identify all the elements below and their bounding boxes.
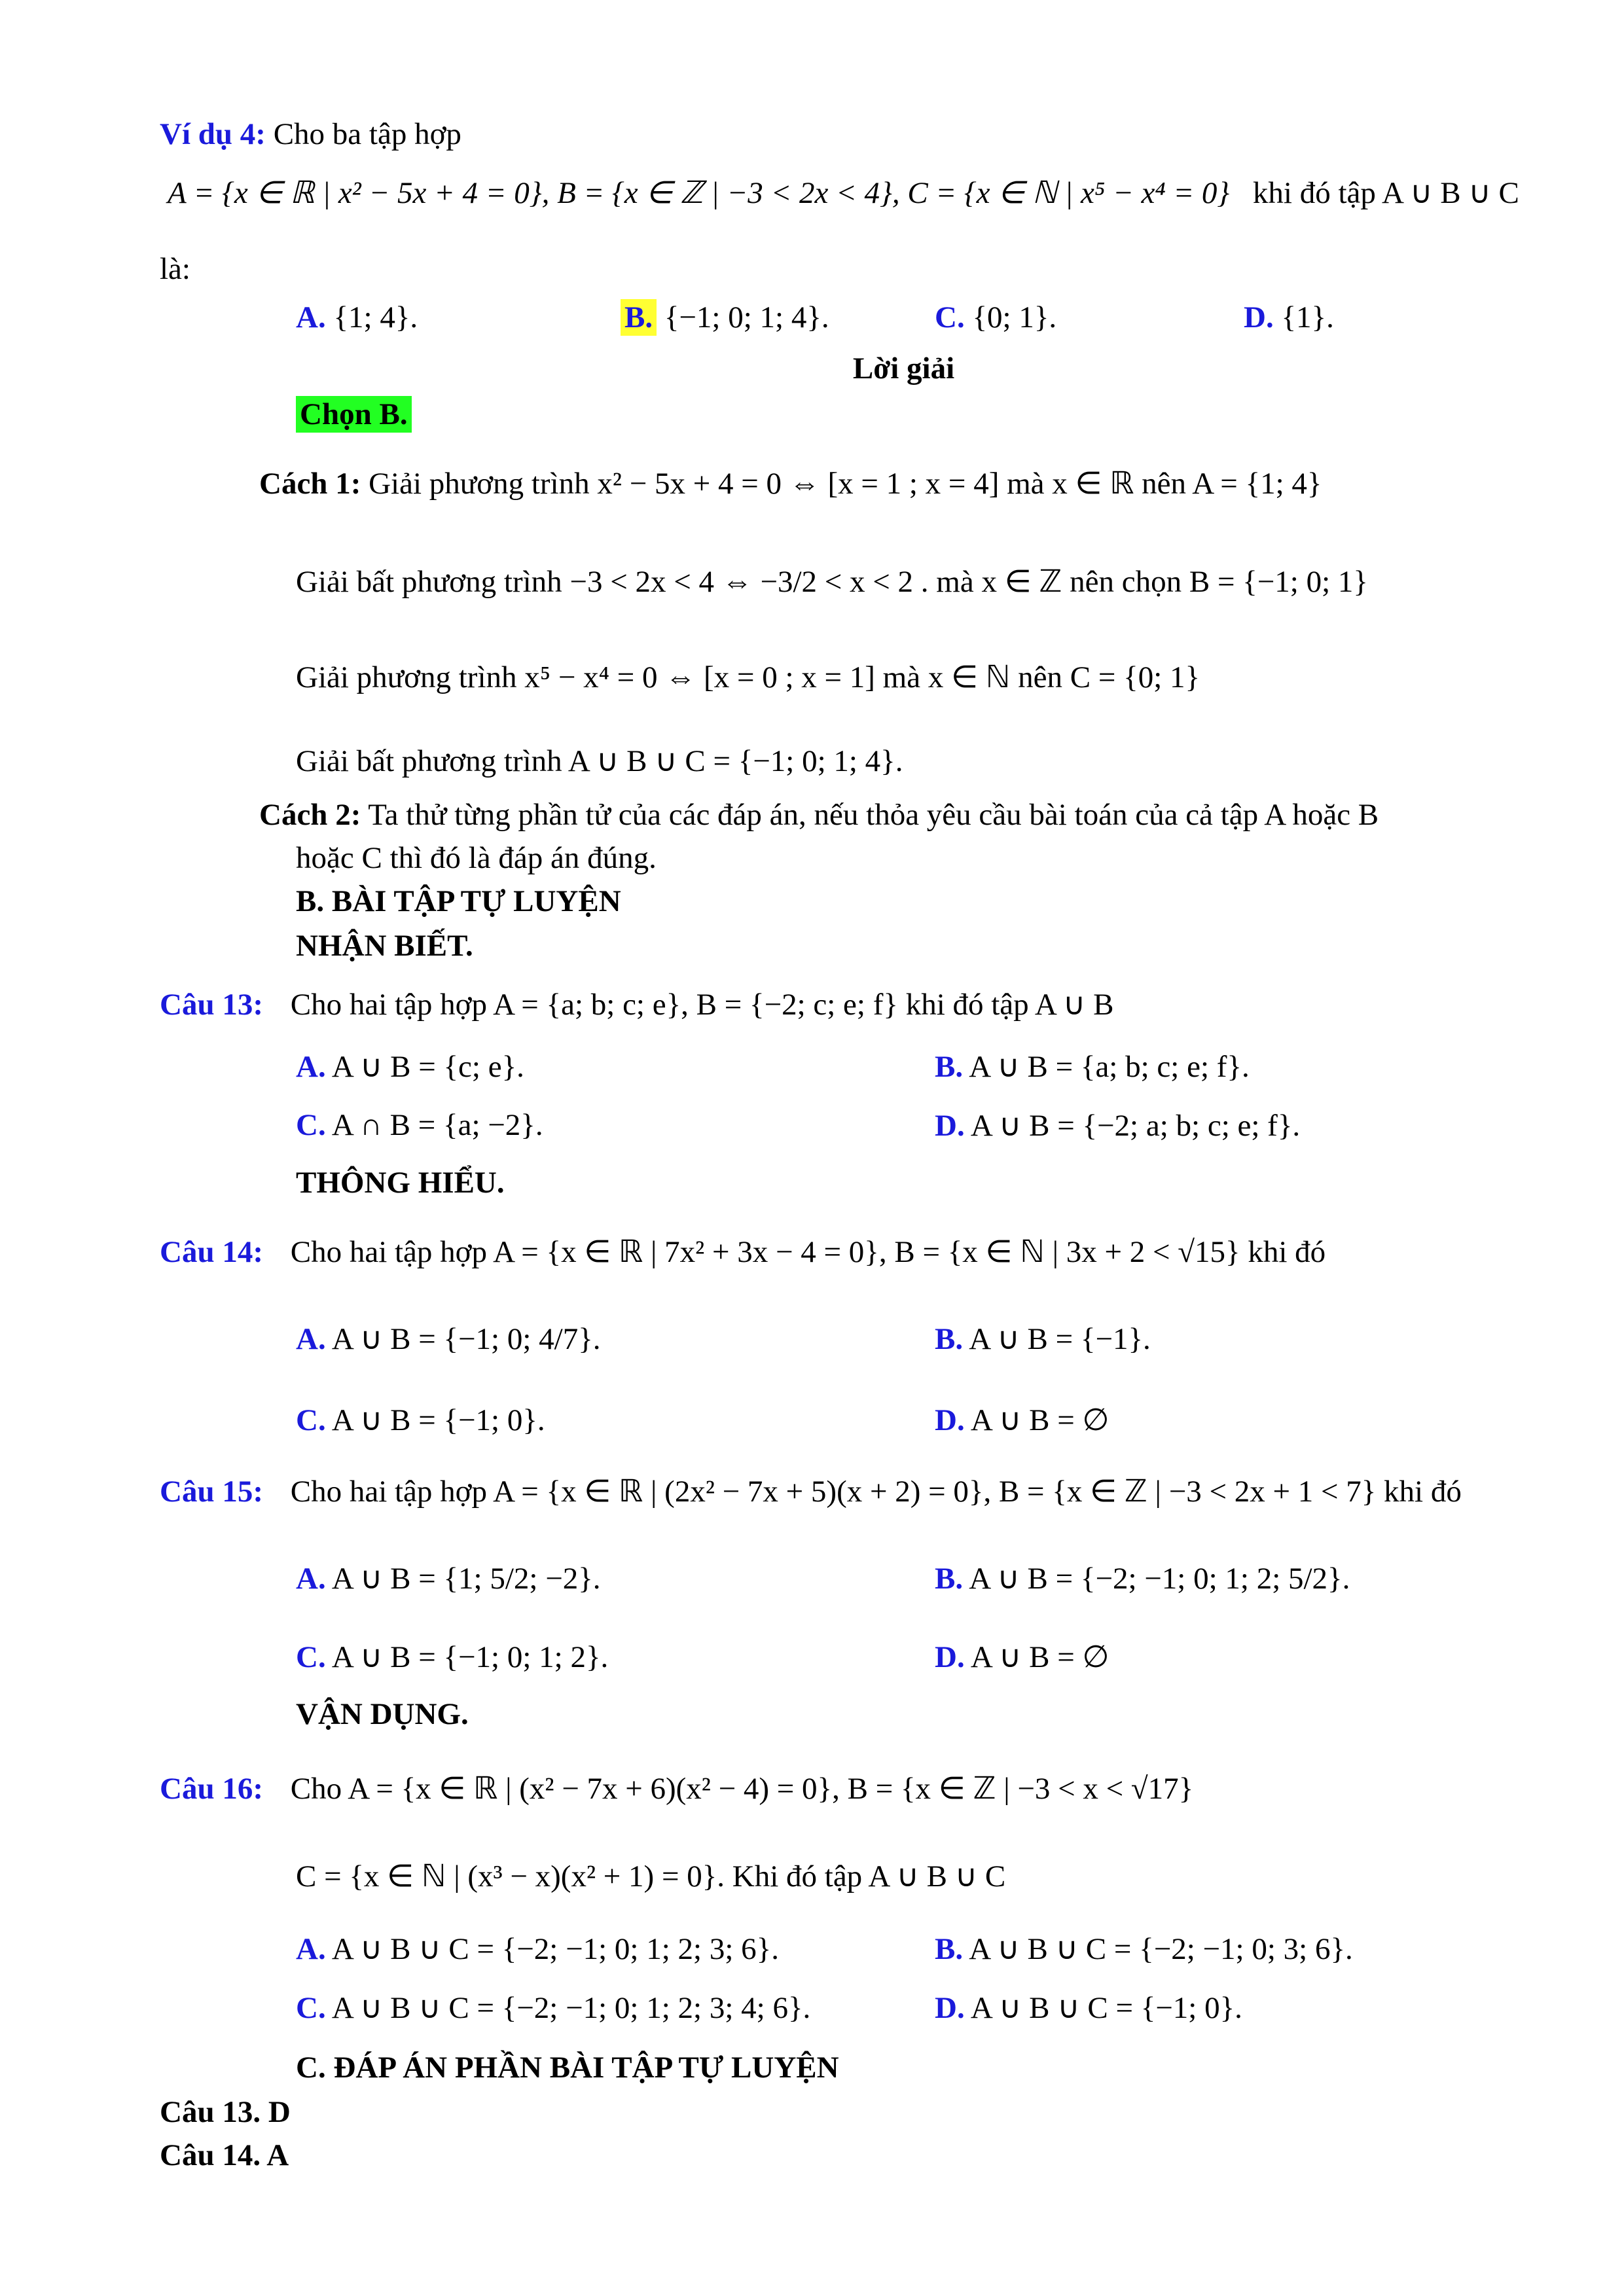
q16-option-c: C. A ∪ B ∪ C = {−2; −1; 0; 1; 2; 3; 4; 6}. <box>296 1991 811 2025</box>
ex4-option-b: B. {−1; 0; 1; 4}. <box>621 300 829 335</box>
q15-option-d: D. A ∪ B = ∅ <box>935 1640 1110 1674</box>
example-intro: Cho ba tập hợp <box>273 117 461 151</box>
q13-option-d: D. A ∪ B = {−2; a; b; c; e; f}. <box>935 1109 1301 1143</box>
method-1: Cách 1: Giải phương trình x² − 5x + 4 = 0 ⇔ [x = 1 ; x = 4] mà x ∈ ℝ nên A = {1; 4} <box>259 467 1322 501</box>
question-15: Câu 15: Cho hai tập hợp A = {x ∈ ℝ | (2x² − 7x + 5)(x + 2) = 0}, B = {x ∈ ℤ | −3 < 2x + 1 < 7} khi đó <box>160 1475 1462 1509</box>
example-la: là: <box>160 252 190 286</box>
method-2: Cách 2: Ta thử từng phần tử của các đáp án, nếu thỏa yêu cầu bài toán của cả tập A hoặc B <box>259 798 1379 832</box>
example-4-heading <box>160 117 461 152</box>
q16-option-b: B. A ∪ B ∪ C = {−2; −1; 0; 3; 6}. <box>935 1932 1353 1966</box>
q15-option-b: B. A ∪ B = {−2; −1; 0; 1; 2; 5/2}. <box>935 1562 1350 1596</box>
q14-option-c: C. A ∪ B = {−1; 0}. <box>296 1403 545 1437</box>
q14-option-a: A. A ∪ B = {−1; 0; 4/7}. <box>296 1322 601 1356</box>
level-thong-hieu: THÔNG HIỂU. <box>296 1166 505 1200</box>
method-1-line-2: Giải bất phương trình −3 < 2x < 4 ⇔ −3/2 < x < 2 . mà x ∈ ℤ nên chọn B = {−1; 0; 1} <box>296 565 1368 599</box>
example-label: Ví dụ 4: <box>160 117 266 151</box>
question-16-line-2: C = {x ∈ ℕ | (x³ − x)(x² + 1) = 0}. Khi đó tập A ∪ B ∪ C <box>296 1859 1006 1893</box>
ex4-option-c: C. {0; 1}. <box>935 300 1057 334</box>
answer-13: Câu 13. D <box>160 2095 291 2129</box>
method-1-line-3: Giải phương trình x⁵ − x⁴ = 0 ⇔ [x = 0 ; x = 1] mà x ∈ ℕ nên C = {0; 1} <box>296 660 1200 694</box>
question-label: Câu 16: <box>160 1772 263 1806</box>
q13-option-a: A. A ∪ B = {c; e}. <box>296 1050 524 1084</box>
method-1-line-4: Giải bất phương trình A ∪ B ∪ C = {−1; 0; 1; 4}. <box>296 744 903 778</box>
method-2-line-2: hoặc C thì đó là đáp án đúng. <box>296 841 657 875</box>
section-b-title: B. BÀI TẬP TỰ LUYỆN <box>296 884 621 918</box>
question-label: Câu 13: <box>160 988 263 1022</box>
q13-option-b: B. A ∪ B = {a; b; c; e; f}. <box>935 1050 1250 1084</box>
level-nhan-biet: NHẬN BIẾT. <box>296 929 473 963</box>
answer-14: Câu 14. A <box>160 2138 289 2172</box>
q13-option-c: C. A ∩ B = {a; −2}. <box>296 1108 543 1142</box>
highlighted-answer-key: B. <box>621 299 657 336</box>
solution-title: Lời giải <box>852 351 955 386</box>
chosen-answer: Chọn B. <box>296 397 412 432</box>
question-16: Câu 16: Cho A = {x ∈ ℝ | (x² − 7x + 6)(x² − 4) = 0}, B = {x ∈ ℤ | −3 < x < √17} <box>160 1772 1194 1806</box>
example-sets: A = {x ∈ ℝ | x² − 5x + 4 = 0}, B = {x ∈ ℤ | −3 < 2x < 4}, C = {x ∈ ℕ | x⁵ − x⁴ = 0} khi đó tập A ∪ B ∪ C <box>168 176 1519 210</box>
q16-option-a: A. A ∪ B ∪ C = {−2; −1; 0; 1; 2; 3; 6}. <box>296 1932 779 1966</box>
question-label: Câu 14: <box>160 1235 263 1269</box>
ex4-option-d: D. {1}. <box>1244 300 1334 334</box>
question-13: Câu 13: Cho hai tập hợp A = {a; b; c; e}, B = {−2; c; e; f} khi đó tập A ∪ B <box>160 988 1114 1022</box>
level-van-dung: VẬN DỤNG. <box>296 1697 469 1731</box>
q15-option-a: A. A ∪ B = {1; 5/2; −2}. <box>296 1562 601 1596</box>
section-c-title: C. ĐÁP ÁN PHẦN BÀI TẬP TỰ LUYỆN <box>296 2051 839 2085</box>
q15-option-c: C. A ∪ B = {−1; 0; 1; 2}. <box>296 1640 609 1674</box>
q16-option-d: D. A ∪ B ∪ C = {−1; 0}. <box>935 1991 1242 2025</box>
q14-option-d: D. A ∪ B = ∅ <box>935 1403 1110 1437</box>
q14-option-b: B. A ∪ B = {−1}. <box>935 1322 1151 1356</box>
ex4-option-a: A. {1; 4}. <box>296 300 418 334</box>
question-label: Câu 15: <box>160 1475 263 1509</box>
question-14: Câu 14: Cho hai tập hợp A = {x ∈ ℝ | 7x² + 3x − 4 = 0}, B = {x ∈ ℕ | 3x + 2 < √15} khi đó <box>160 1235 1326 1269</box>
